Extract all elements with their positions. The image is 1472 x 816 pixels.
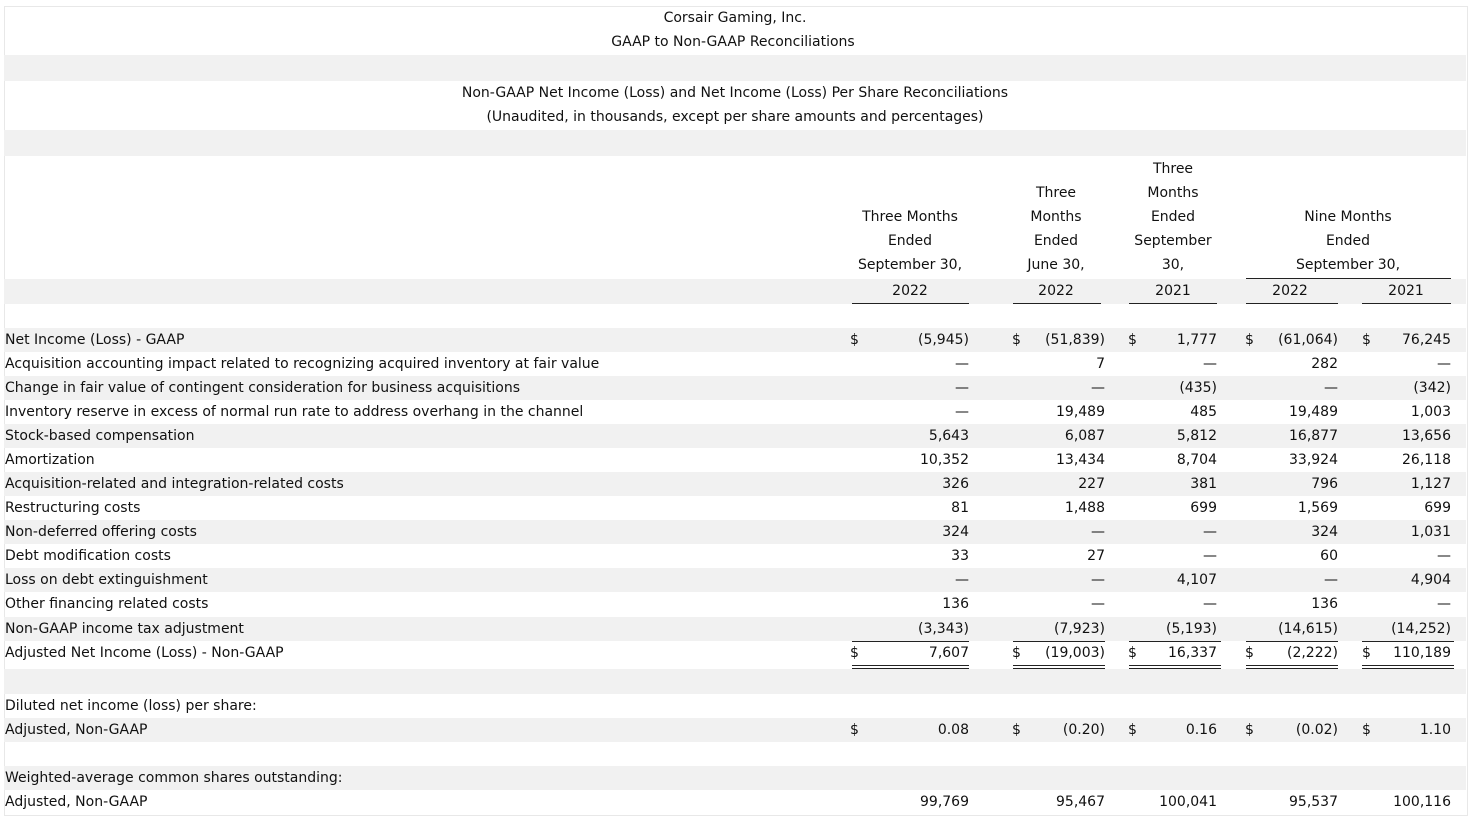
col5-header-year: 2021 (1388, 283, 1424, 299)
row-value: 13,656 (1402, 428, 1451, 444)
row-label: Loss on debt extinguishment (5, 572, 208, 588)
dollar-sign: $ (1245, 645, 1254, 661)
shares-value: 100,041 (1159, 794, 1217, 810)
dollar-sign: $ (1128, 722, 1137, 738)
col1-header-year: 2022 (892, 283, 928, 299)
row-value: — (1324, 572, 1338, 588)
row-value: — (1437, 548, 1451, 564)
header-underline (1246, 278, 1451, 279)
row-value: 699 (1190, 500, 1217, 516)
nine-months-header-line: September 30, (1295, 257, 1401, 273)
spacer-band (4, 55, 1466, 81)
row-value: 19,489 (1289, 404, 1338, 420)
row-value: 27 (1087, 548, 1105, 564)
row-value: 6,087 (1064, 428, 1105, 444)
shares-value: 95,467 (1056, 794, 1105, 810)
col4-header-year: 2022 (1272, 283, 1308, 299)
spacer-band (4, 130, 1466, 156)
row-label: Amortization (5, 452, 95, 468)
subtotal-rule (1246, 641, 1338, 642)
row-band (4, 568, 1466, 592)
row-label: Non-deferred offering costs (5, 524, 197, 540)
eps-value: 0.08 (937, 722, 969, 738)
company-name: Corsair Gaming, Inc. (663, 10, 807, 26)
row-value: 1,003 (1410, 404, 1451, 420)
header-underline (1362, 303, 1451, 304)
header-underline (1246, 303, 1338, 304)
row-value: (61,064) (1278, 332, 1338, 348)
row-label: Debt modification costs (5, 548, 171, 564)
shares-value: 99,769 (920, 794, 969, 810)
col1-header-line: Three Months (862, 209, 958, 225)
col2-header-line: Ended (1033, 233, 1079, 249)
row-label: Acquisition accounting impact related to recognizing acquired inventory at fair value (5, 356, 600, 372)
row-value: 19,489 (1056, 404, 1105, 420)
row-value: — (955, 572, 969, 588)
row-value: 5,643 (928, 428, 969, 444)
row-value: (5,193) (1165, 621, 1217, 637)
row-value: 81 (951, 500, 969, 516)
row-value: 5,812 (1176, 428, 1217, 444)
eps-label: Adjusted, Non-GAAP (5, 722, 148, 738)
col3-header-year: 2021 (1155, 283, 1191, 299)
row-value: — (1324, 380, 1338, 396)
header-underline (852, 303, 969, 304)
row-value: 13,434 (1056, 452, 1105, 468)
dollar-sign: $ (850, 645, 859, 661)
shares-heading: Weighted-average common shares outstanding: (5, 770, 343, 786)
total-double-rule (1013, 665, 1105, 669)
col3-header-line: Three (1152, 161, 1194, 177)
row-label: Restructuring costs (5, 500, 141, 516)
row-value: — (1203, 548, 1217, 564)
dollar-sign: $ (1362, 722, 1371, 738)
row-value: (2,222) (1286, 645, 1338, 661)
row-value: 76,245 (1402, 332, 1451, 348)
section-note: (Unaudited, in thousands, except per share amounts and percentages) (486, 109, 984, 125)
row-band (4, 520, 1466, 544)
row-value: — (1437, 596, 1451, 612)
row-value: (14,252) (1391, 621, 1451, 637)
row-value: — (1203, 356, 1217, 372)
header-underline (1013, 303, 1101, 304)
nine-months-header-line: Ended (1325, 233, 1371, 249)
row-value: (435) (1179, 380, 1217, 396)
row-value: 16,337 (1168, 645, 1217, 661)
row-value: 7 (1096, 356, 1105, 372)
col3-header-line: September (1134, 233, 1212, 249)
row-value: — (1091, 572, 1105, 588)
row-value: 324 (942, 524, 969, 540)
row-value: — (1091, 524, 1105, 540)
dollar-sign: $ (1128, 332, 1137, 348)
dollar-sign: $ (1012, 645, 1021, 661)
row-value: 4,107 (1176, 572, 1217, 588)
row-value: 485 (1190, 404, 1217, 420)
row-value: 324 (1311, 524, 1338, 540)
header-underline (1129, 303, 1217, 304)
col2-header-line: June 30, (1027, 257, 1085, 273)
row-value: (3,343) (917, 621, 969, 637)
row-value: (5,945) (917, 332, 969, 348)
section-title: Non-GAAP Net Income (Loss) and Net Income (Loss) Per Share Reconciliations (461, 85, 1009, 101)
row-label: Change in fair value of contingent consideration for business acquisitions (5, 380, 521, 396)
row-value: 1,127 (1410, 476, 1451, 492)
row-value: 1,777 (1176, 332, 1217, 348)
row-value: — (1203, 524, 1217, 540)
eps-value: (0.20) (1062, 722, 1105, 738)
row-value: 33 (951, 548, 969, 564)
row-value: 699 (1424, 500, 1451, 516)
report-title: GAAP to Non-GAAP Reconciliations (611, 34, 855, 50)
row-value: 282 (1311, 356, 1338, 372)
row-value: — (1437, 356, 1451, 372)
row-value: (7,923) (1053, 621, 1105, 637)
row-value: 110,189 (1393, 645, 1451, 661)
row-value: — (1091, 596, 1105, 612)
eps-value: (0.02) (1295, 722, 1338, 738)
row-value: 33,924 (1289, 452, 1338, 468)
col1-header-line: Ended (887, 233, 933, 249)
row-value: — (955, 380, 969, 396)
row-value: 136 (1311, 596, 1338, 612)
col1-header-line: September 30, (857, 257, 963, 273)
row-label: Non-GAAP income tax adjustment (5, 621, 244, 637)
row-label: Stock-based compensation (5, 428, 195, 444)
row-value: 1,031 (1410, 524, 1451, 540)
row-band (4, 669, 1466, 694)
shares-value: 95,537 (1289, 794, 1338, 810)
subtotal-rule (852, 641, 969, 642)
row-value: 10,352 (920, 452, 969, 468)
row-value: — (1203, 596, 1217, 612)
row-value: 136 (942, 596, 969, 612)
dollar-sign: $ (1128, 645, 1137, 661)
col3-header-line: 30, (1161, 257, 1185, 273)
col3-header-line: Ended (1150, 209, 1196, 225)
shares-value: 100,116 (1393, 794, 1451, 810)
col2-header-line: Three (1035, 185, 1077, 201)
dollar-sign: $ (1245, 722, 1254, 738)
col2-header-line: Months (1030, 209, 1082, 225)
row-value: — (955, 356, 969, 372)
row-value: (19,003) (1045, 645, 1105, 661)
nine-months-header-line: Nine Months (1304, 209, 1392, 225)
total-double-rule (1129, 665, 1221, 669)
row-value: 381 (1190, 476, 1217, 492)
row-label: Inventory reserve in excess of normal run rate to address overhang in the channel (5, 404, 584, 420)
dollar-sign: $ (1245, 332, 1254, 348)
row-value: 8,704 (1176, 452, 1217, 468)
eps-value: 1.10 (1419, 722, 1451, 738)
dollar-sign: $ (850, 722, 859, 738)
subtotal-rule (1129, 641, 1221, 642)
row-value: (14,615) (1278, 621, 1338, 637)
row-value: — (955, 404, 969, 420)
subtotal-rule (1362, 641, 1454, 642)
row-value: 326 (942, 476, 969, 492)
eps-value: 0.16 (1185, 722, 1217, 738)
total-double-rule (1246, 665, 1338, 669)
dollar-sign: $ (1362, 645, 1371, 661)
col2-header-year: 2022 (1038, 283, 1074, 299)
total-double-rule (1362, 665, 1454, 669)
row-value: 26,118 (1402, 452, 1451, 468)
row-value: 1,569 (1297, 500, 1338, 516)
row-label: Other financing related costs (5, 596, 209, 612)
header-band (4, 279, 1466, 304)
col3-header-line: Months (1147, 185, 1199, 201)
row-value: 60 (1320, 548, 1338, 564)
dollar-sign: $ (1012, 332, 1021, 348)
row-label: Adjusted Net Income (Loss) - Non-GAAP (5, 645, 284, 661)
eps-heading: Diluted net income (loss) per share: (5, 698, 257, 714)
row-band (4, 424, 1466, 448)
row-label: Acquisition-related and integration-related costs (5, 476, 344, 492)
dollar-sign: $ (1012, 722, 1021, 738)
shares-label: Adjusted, Non-GAAP (5, 794, 148, 810)
row-value: 7,607 (928, 645, 969, 661)
dollar-sign: $ (1362, 332, 1371, 348)
total-double-rule (852, 665, 969, 669)
row-value: 227 (1078, 476, 1105, 492)
subtotal-rule (1013, 641, 1105, 642)
row-value: (342) (1413, 380, 1451, 396)
dollar-sign: $ (850, 332, 859, 348)
row-value: — (1091, 380, 1105, 396)
row-value: (51,839) (1045, 332, 1105, 348)
row-value: 1,488 (1064, 500, 1105, 516)
row-label: Net Income (Loss) - GAAP (5, 332, 185, 348)
row-value: 16,877 (1289, 428, 1338, 444)
row-value: 796 (1311, 476, 1338, 492)
row-value: 4,904 (1410, 572, 1451, 588)
